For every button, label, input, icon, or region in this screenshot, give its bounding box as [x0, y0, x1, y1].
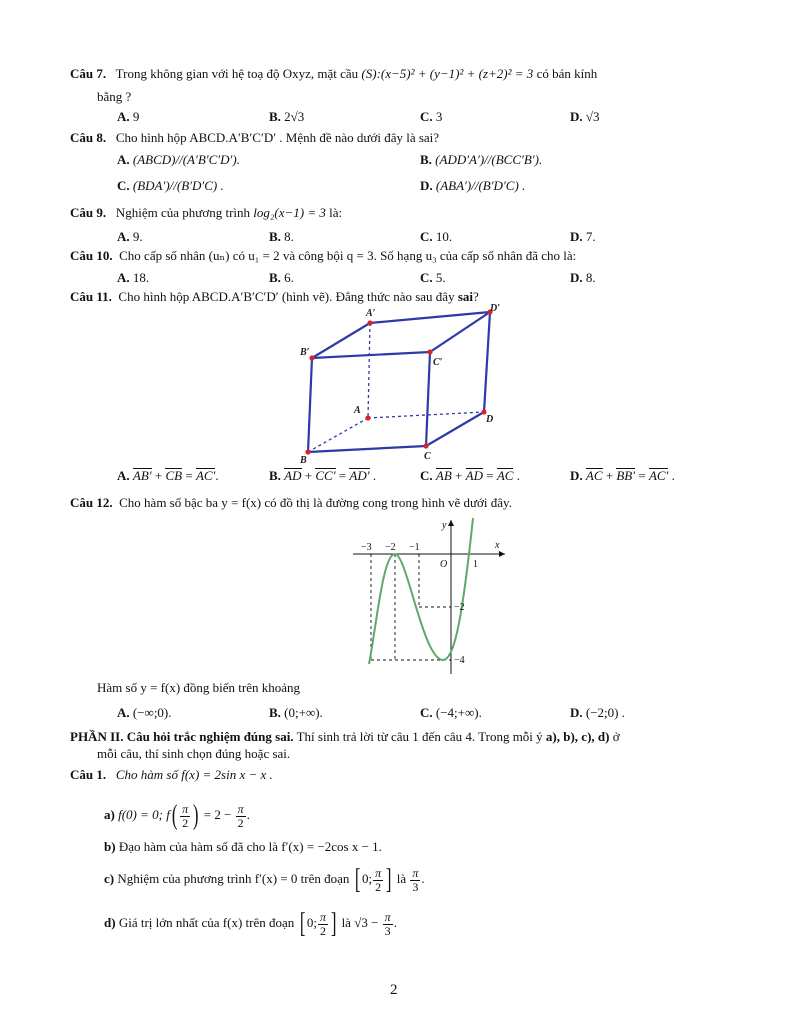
label-d: D [486, 414, 494, 425]
graph-tick-y-m2: −2 [454, 602, 465, 613]
label-b-prime: B′ [300, 347, 310, 358]
q12-label: Câu 12. [70, 495, 113, 510]
q10-line [70, 248, 576, 264]
q8-line [70, 130, 439, 146]
q8-option-a: A. (ABCD)//(A′B′C′D′). [117, 152, 240, 167]
q12-option-b: B. (0;+∞). [269, 705, 323, 720]
graph-y-label: y [442, 520, 447, 531]
q7-text-c: bằng ? [97, 89, 132, 104]
q11-option-a: A. AB′ + CB = AC′. [117, 468, 219, 483]
label-b: B [300, 455, 307, 465]
part2-title: PHẦN II. Câu hỏi trắc nghiệm đúng sai. [70, 729, 294, 744]
q9-option-c: C. 10. [420, 229, 453, 244]
q9-text-b: là: [329, 205, 343, 220]
q10-option-c: C. 5. [420, 270, 446, 285]
q10-text: Cho cấp số nhân (uₙ) có u₁ = 2 và công bội q = 3. Số hạng u₃ của cấp số nhân đã cho là: [119, 248, 577, 263]
label-d-prime: D′ [490, 303, 501, 314]
cubic-graph [345, 512, 510, 677]
q10-label: Câu 10. [70, 248, 113, 263]
q12-line [70, 495, 512, 511]
graph-tick-m3: −3 [361, 542, 372, 553]
q9-line [70, 205, 342, 221]
q7-option-a: A. 9 [117, 109, 140, 124]
graph-origin-label: O [440, 559, 448, 570]
label-a: A [354, 405, 361, 416]
graph-tick-p1: 1 [473, 559, 478, 570]
q9-option-a: A. 9. [117, 229, 143, 244]
p2q1-item-a: a) f(0) = 0; f( $\frac{\pi}{2}$ ) = 2 − $\frac{\pi}{2}$ . [104, 800, 250, 832]
q8-text: Cho hình hộp ABCD.A′B′C′D′ . Mệnh đề nào dưới đây là sai? [115, 130, 440, 145]
q9-option-b: B. 8. [269, 229, 294, 244]
part2-heading: PHẦN II. Câu hỏi trắc nghiệm đúng sai. Thí sinh trả lời từ câu 1 đến câu 4. Trong mỗi ý a), b), c), d) ở [70, 729, 620, 744]
p2q1-item-c: c) Nghiệm của phương trình f′(x) = 0 trên đoạn [ 0; $\frac{\pi}{2}$ ] là $\frac{\pi}{3}$ . [104, 864, 425, 896]
part2-text-c: mỗi câu, thí sinh chọn đúng hoặc sai. [97, 746, 291, 761]
q11-option-b: B. AD + CC′ = AD′ . [269, 468, 377, 483]
q7-option-c: C. 3 [420, 109, 443, 124]
q10-option-b: B. 6. [269, 270, 294, 285]
q11-line: Câu 11. Cho hình hộp ABCD.A′B′C′D′ (hình vẽ). Đẳng thức nào sau đây sai? [70, 289, 479, 304]
q10-option-a: A. 18. [117, 270, 150, 285]
p2q1-item-b: b) Đạo hàm của hàm số đã cho là f′(x) = −2cos x − 1. [104, 839, 382, 854]
p2q1-line [70, 767, 273, 783]
q8-label: Câu 8. [70, 130, 107, 145]
p2q1-label: Câu 1. [70, 767, 107, 782]
graph-tick-m1: −1 [409, 542, 420, 553]
q9-text: Nghiệm của phương trình [115, 205, 251, 220]
q11-label: Câu 11. [70, 289, 112, 304]
q12-text: Cho hàm số bậc ba y = f(x) có đồ thị là đường cong trong hình vẽ dưới đây. [119, 495, 512, 510]
q12-option-c: C. (−4;+∞). [420, 705, 482, 720]
q9-option-d: D. 7. [570, 229, 596, 244]
q8-option-c: C. (BDA′)//(B′D′C) . [117, 178, 224, 193]
p2q1-item-d: d) Giá trị lớn nhất của f(x) trên đoạn [ 0; $\frac{\pi}{2}$ ] là √3 − $\frac{\pi}{3}$ . [104, 908, 397, 940]
parallelepiped-figure [290, 300, 520, 465]
q7-line1 [70, 66, 597, 82]
label-c: C [424, 451, 431, 462]
q11-option-d: D. AC + BB′ = AC′ . [570, 468, 675, 483]
label-a-prime: A′ [366, 308, 376, 319]
q11-sai: sai [457, 289, 473, 304]
q7-option-d: D. √3 [570, 109, 600, 124]
q7-text-b: có bán kính [536, 66, 598, 81]
q10-option-d: D. 8. [570, 270, 596, 285]
graph-tick-y-m4: −4 [454, 655, 465, 666]
label-c-prime: C′ [433, 357, 443, 368]
q12-text2: Hàm số y = f(x) đồng biến trên khoảng [97, 680, 301, 695]
page-number: 2 [390, 982, 398, 998]
q7-equation: (S):(x−5)² + (y−1)² + (z+2)² = 3 [361, 66, 534, 81]
q9-label: Câu 9. [70, 205, 107, 220]
p2q1-text: Cho hàm số f(x) = 2sin x − x . [115, 767, 273, 782]
q12-option-d: D. (−2;0) . [570, 705, 625, 720]
q7-text: Trong không gian với hệ toạ độ Oxyz, mặt cầu [115, 66, 359, 81]
graph-tick-m2: −2 [385, 542, 396, 553]
q8-option-d: D. (ABA′)//(B′D′C) . [420, 178, 526, 193]
graph-x-label: x [495, 540, 500, 551]
q12-option-a: A. (−∞;0). [117, 705, 172, 720]
q7-label: Câu 7. [70, 66, 107, 81]
q11-option-c: C. AB + AD = AC . [420, 468, 520, 483]
q8-option-b: B. (ADD′A′)//(BCC′B′). [420, 152, 543, 167]
q9-equation: log₂(x−1) = 3 [253, 205, 326, 220]
q7-option-b: B. 2√3 [269, 109, 305, 124]
q11-text: Cho hình hộp ABCD.A′B′C′D′ (hình vẽ). Đẳng thức nào sau đây [118, 289, 455, 304]
